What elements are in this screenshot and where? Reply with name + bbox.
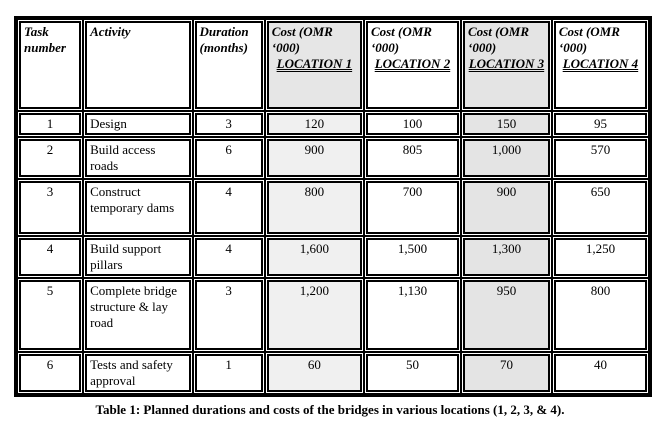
task-number-cell: 3 — [18, 180, 82, 235]
activity-cell: Construct temporary dams — [84, 180, 191, 235]
task-number-cell: 1 — [18, 112, 82, 136]
cost-location-4-cell: 1,250 — [553, 237, 648, 277]
table-caption: Table 1: Planned durations and costs of the bridges in various locations (1, 2, 3, & 4). — [95, 402, 565, 417]
header-location-4 — [553, 20, 648, 110]
activity-cell: Build access roads — [84, 138, 191, 178]
location-name: LOCATION 4 — [562, 56, 639, 71]
cost-location-1-cell: 120 — [266, 112, 363, 136]
cost-label: Cost (OMR ‘000) — [271, 24, 333, 55]
header-duration: Duration (months) — [194, 20, 264, 110]
cost-location-2-cell: 805 — [365, 138, 460, 178]
task-number-cell: 2 — [18, 138, 82, 178]
header-location-1 — [266, 20, 363, 110]
task-number-cell: 6 — [18, 353, 82, 393]
cost-label: Cost (OMR ‘000) — [468, 24, 530, 55]
duration-cell: 3 — [194, 112, 264, 136]
table-row — [18, 180, 648, 235]
duration-cell: 1 — [194, 353, 264, 393]
task-number-cell: 5 — [18, 279, 82, 351]
location-name: LOCATION 3 — [468, 56, 545, 71]
activity-cell: Build support pillars — [84, 237, 191, 277]
cost-location-3-cell: 1,000 — [462, 138, 551, 178]
cost-location-2-cell: 1,130 — [365, 279, 460, 351]
duration-cell: 4 — [194, 237, 264, 277]
cost-location-3-cell: 900 — [462, 180, 551, 235]
cost-location-4-cell: 570 — [553, 138, 648, 178]
table-row — [18, 237, 648, 277]
cost-location-1-cell: 800 — [266, 180, 363, 235]
cost-location-1-cell: 1,600 — [266, 237, 363, 277]
cost-label: Cost (OMR ‘000) — [558, 24, 620, 55]
activity-cell: Design — [84, 112, 191, 136]
cost-location-3-cell: 1,300 — [462, 237, 551, 277]
cost-location-2-cell: 1,500 — [365, 237, 460, 277]
cost-location-1-cell: 1,200 — [266, 279, 363, 351]
cost-location-3-cell: 150 — [462, 112, 551, 136]
header-task: Task number — [18, 20, 82, 110]
table-row — [18, 279, 648, 351]
costs-table-frame — [14, 16, 652, 397]
table-row — [18, 138, 648, 178]
cost-location-2-cell: 50 — [365, 353, 460, 393]
cost-location-1-cell: 900 — [266, 138, 363, 178]
location-name: LOCATION 2 — [374, 56, 451, 71]
header-activity: Activity — [84, 20, 191, 110]
activity-cell: Complete bridge structure & lay road — [84, 279, 191, 351]
cost-location-3-cell: 70 — [462, 353, 551, 393]
duration-cell: 4 — [194, 180, 264, 235]
costs-table — [16, 18, 650, 395]
cost-location-2-cell: 700 — [365, 180, 460, 235]
task-number-cell: 4 — [18, 237, 82, 277]
cost-location-4-cell: 95 — [553, 112, 648, 136]
header-row — [18, 20, 648, 110]
duration-cell: 6 — [194, 138, 264, 178]
header-location-2 — [365, 20, 460, 110]
activity-cell: Tests and safety approval — [84, 353, 191, 393]
cost-location-4-cell: 800 — [553, 279, 648, 351]
cost-location-4-cell: 650 — [553, 180, 648, 235]
cost-location-4-cell: 40 — [553, 353, 648, 393]
cost-location-2-cell: 100 — [365, 112, 460, 136]
header-location-3 — [462, 20, 551, 110]
table-row — [18, 353, 648, 393]
cost-label: Cost (OMR ‘000) — [370, 24, 432, 55]
location-name: LOCATION 1 — [276, 56, 353, 71]
cost-location-1-cell: 60 — [266, 353, 363, 393]
duration-cell: 3 — [194, 279, 264, 351]
cost-location-3-cell: 950 — [462, 279, 551, 351]
table-row — [18, 112, 648, 136]
